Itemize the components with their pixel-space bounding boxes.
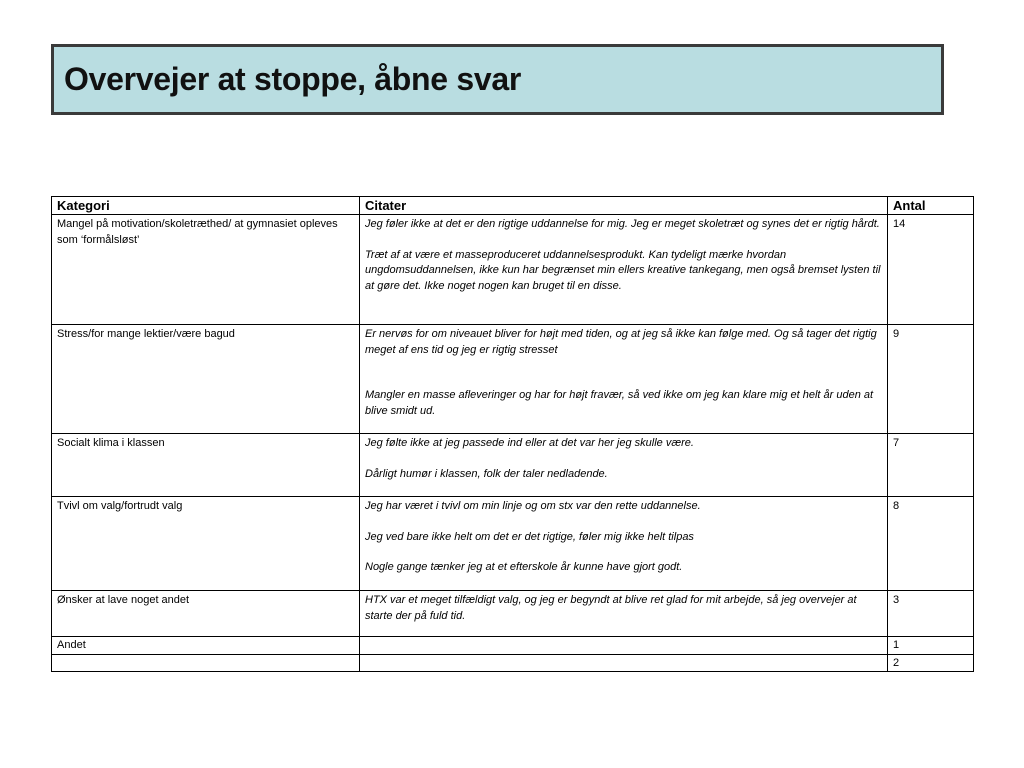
quotes-cell <box>360 434 888 497</box>
quote: Jeg har været i tvivl om min linje og om stx var den rette uddannelse. <box>365 500 701 512</box>
responses-table <box>51 196 974 672</box>
quotes-cell <box>360 637 888 655</box>
table-row <box>52 591 974 637</box>
category-cell: Mangel på motivation/skoletræthed/ at gymnasiet opleves som ‘formålsløst’ <box>52 215 360 325</box>
table-row <box>52 497 974 591</box>
table-row <box>52 654 974 672</box>
category-cell: Andet <box>52 637 360 655</box>
category-cell: Socialt klima i klassen <box>52 434 360 497</box>
quote: Jeg føler ikke at det er den rigtige uddannelse for mig. Jeg er meget skoletræt og synes det er rigtig hårdt. <box>365 218 880 230</box>
table-row <box>52 637 974 655</box>
table-header-row <box>52 197 974 215</box>
table-row <box>52 215 974 325</box>
category-cell: Ønsker at lave noget andet <box>52 591 360 637</box>
category-cell <box>52 654 360 672</box>
category-cell: Stress/for mange lektier/være bagud <box>52 325 360 434</box>
quote: Dårligt humør i klassen, folk der taler nedladende. <box>365 467 608 480</box>
quote: Mangler en masse afleveringer og har for højt fravær, så ved ikke om jeg kan klare mig et helt år uden at blive smidt ud. <box>365 389 874 417</box>
quote: Nogle gange tænker jeg at et efterskole år kunne have gjort godt. <box>365 561 683 573</box>
slide-title-box <box>51 44 944 115</box>
count-cell: 7 <box>888 434 974 497</box>
category-cell: Tvivl om valg/fortrudt valg <box>52 497 360 591</box>
count-cell: 14 <box>888 215 974 325</box>
header-count: Antal <box>888 197 974 215</box>
quotes-cell <box>360 215 888 325</box>
count-cell: 3 <box>888 591 974 637</box>
quote: Træt af at være et masseproduceret uddannelsesprodukt. Kan tydeligt mærke hvordan ungdomsuddannelsen, ikke kun har begrænset min ellers kreative tankegang, men også bremset lysten til at gøre det. Ikke noget nogen kan bruget til en disse. <box>365 248 881 292</box>
count-cell: 9 <box>888 325 974 434</box>
header-quotes: Citater <box>360 197 888 215</box>
slide-title: Overvejer at stoppe, åbne svar <box>64 61 522 97</box>
quotes-cell <box>360 497 888 591</box>
quotes-cell <box>360 591 888 637</box>
count-cell: 8 <box>888 497 974 591</box>
quote: Jeg følte ikke at jeg passede ind eller at det var her jeg skulle være. <box>365 437 694 449</box>
table-row <box>52 434 974 497</box>
count-cell: 1 <box>888 637 974 655</box>
quotes-cell <box>360 325 888 434</box>
table-row <box>52 325 974 434</box>
count-cell: 2 <box>888 654 974 672</box>
header-category: Kategori <box>52 197 360 215</box>
quote: Er nervøs for om niveauet bliver for højt med tiden, og at jeg så ikke kan følge med. Og så tager det rigtig meget af ens tid og jeg er rigtig stresset <box>365 328 877 356</box>
quote: HTX var et meget tilfældigt valg, og jeg er begyndt at blive ret glad for mit arbejde, så jeg overvejer at starte der på fuld tid. <box>365 594 857 622</box>
quotes-cell <box>360 654 888 672</box>
quote: Jeg ved bare ikke helt om det er det rigtige, føler mig ikke helt tilpas <box>365 530 694 543</box>
